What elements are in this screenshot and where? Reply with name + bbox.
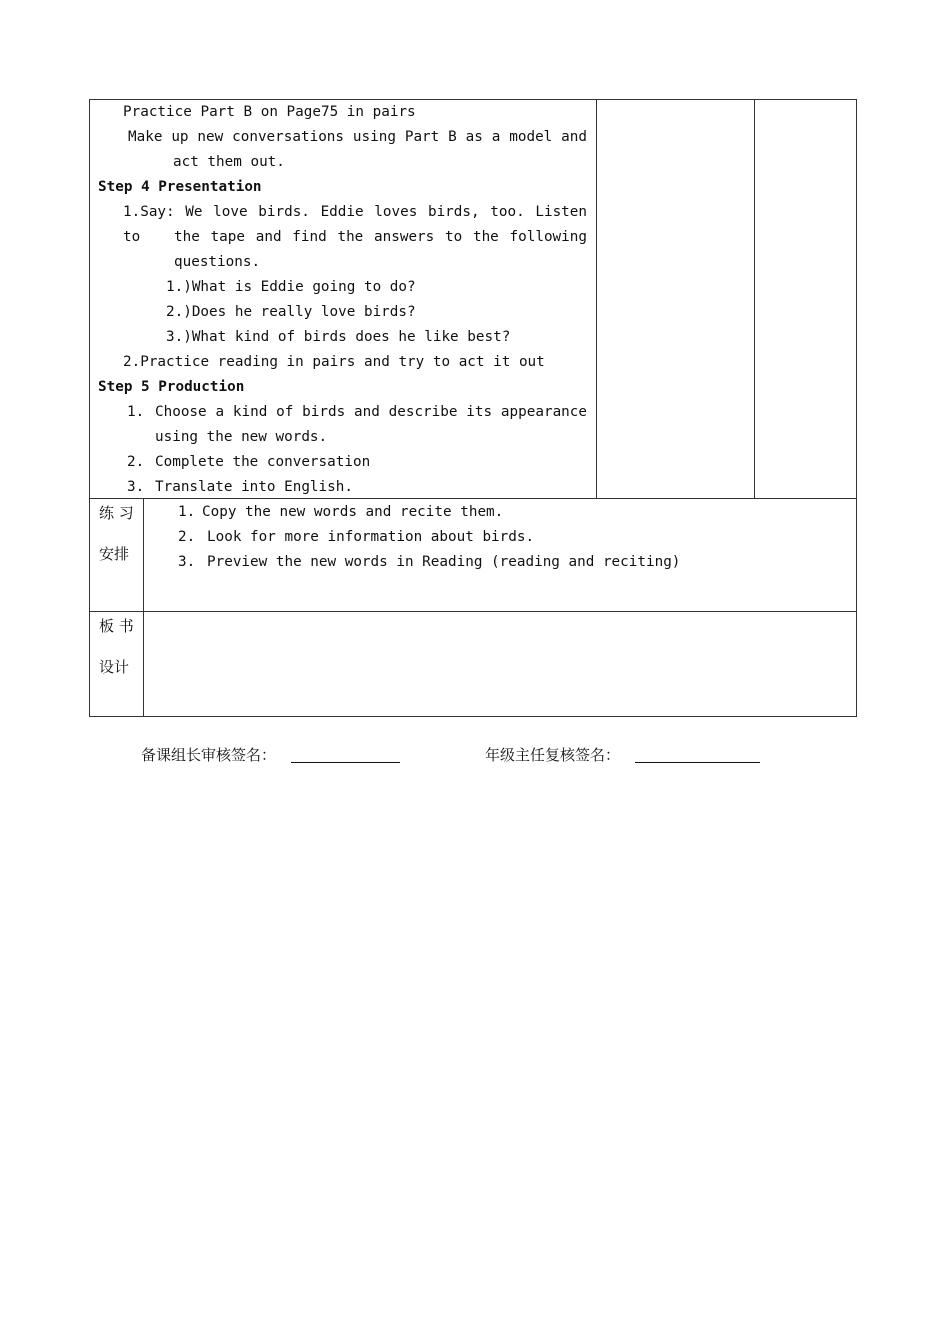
production-3-text: Translate into English. [155, 479, 353, 495]
homework-label-line1: 练 习 [99, 504, 134, 522]
table-column-divider-2 [754, 99, 755, 498]
make-up-conversations-line2: act them out. [173, 154, 285, 170]
board-design-label-line2: 设计 [99, 658, 130, 676]
label-column-divider [143, 498, 144, 716]
step4-heading: Step 4 Presentation [98, 179, 262, 195]
table-column-divider-1 [596, 99, 597, 498]
production-2-text: Complete the conversation [155, 454, 371, 470]
practice-part-b-line: Practice Part B on Page75 in pairs [123, 104, 416, 120]
question-1: 1.)What is Eddie going to do? [166, 279, 416, 295]
board-design-label-line1: 板 书 [99, 617, 134, 635]
make-up-conversations-line1: Make up new conversations using Part B as a model and [128, 129, 587, 145]
say-line3: questions. [174, 254, 261, 270]
production-3-number: 3. [127, 479, 145, 495]
step5-heading: Step 5 Production [98, 379, 245, 395]
say-line1: 1.Say: We love birds. Eddie loves birds, too. Listen to [123, 204, 587, 245]
production-1-line2: using the new words. [155, 429, 328, 445]
homework-item-1-number: 1. [178, 504, 196, 520]
homework-item-1-text: Copy the new words and recite them. [202, 504, 504, 520]
question-2: 2.)Does he really love birds? [166, 304, 416, 320]
table-bottom-border [89, 716, 857, 717]
table-right-border [856, 99, 857, 717]
production-1-line1: Choose a kind of birds and describe its appearance [155, 404, 587, 420]
director-signature-label: 年级主任复核签名： [485, 746, 621, 764]
table-row-divider-2 [89, 611, 857, 612]
homework-label-line2: 安排 [99, 545, 130, 563]
question-3: 3.)What kind of birds does he like best? [166, 329, 511, 345]
homework-item-2-number: 2. [178, 529, 196, 545]
table-left-border [89, 99, 90, 717]
director-signature-line[interactable] [635, 762, 760, 763]
homework-item-3-number: 3. [178, 554, 196, 570]
say-line2: the tape and find the answers to the following [174, 229, 587, 245]
leader-signature-line[interactable] [291, 762, 400, 763]
homework-item-2-text: Look for more information about birds. [207, 529, 535, 545]
practice-reading-line: 2.Practice reading in pairs and try to act it out [123, 354, 545, 370]
production-1-number: 1. [127, 404, 145, 420]
homework-item-3-text: Preview the new words in Reading (reading and reciting) [207, 554, 681, 570]
production-2-number: 2. [127, 454, 145, 470]
leader-signature-label: 备课组长审核签名： [141, 746, 277, 764]
